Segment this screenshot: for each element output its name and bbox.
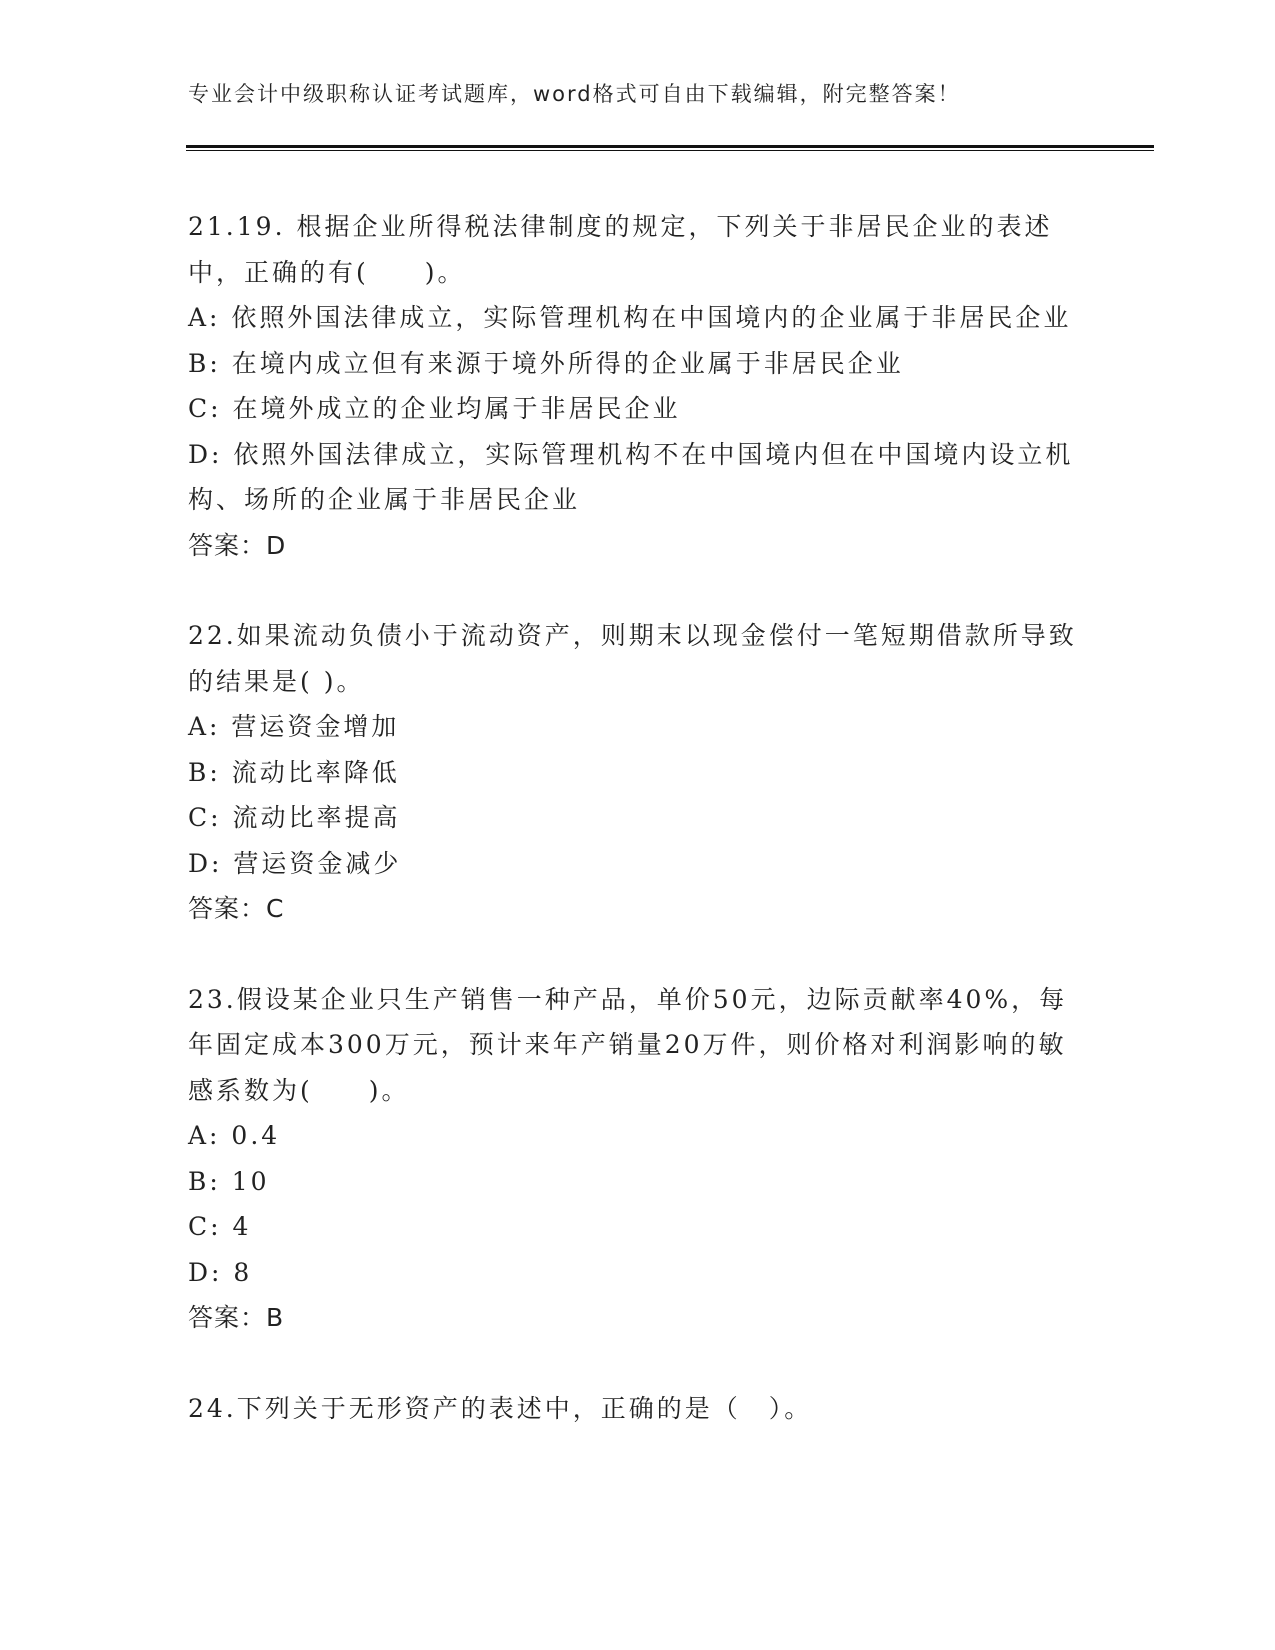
question-22: [188, 613, 1078, 932]
option-a: A: 营运资金增加: [188, 712, 400, 741]
question-list: [188, 204, 1078, 1476]
question-stem: 21.19. 根据企业所得税法律制度的规定，下列关于非居民企业的表述中，正确的有( )。: [188, 212, 1053, 287]
option-b: B: 在境内成立但有来源于境外所得的企业属于非居民企业: [188, 348, 904, 378]
option-d: D: 8: [188, 1257, 253, 1287]
option-a: A: 0.4: [188, 1121, 281, 1150]
answer-line: 答案：C: [188, 894, 285, 923]
option-c: C: 4: [188, 1212, 252, 1241]
question-stem: 24.下列关于无形资产的表述中，正确的是（ ）。: [188, 1393, 813, 1423]
option-b: B: 流动比率降低: [188, 757, 400, 787]
option-d: D: 营运资金减少: [188, 848, 402, 878]
question-23: [188, 977, 1078, 1341]
answer-line: 答案：B: [188, 1303, 285, 1332]
option-a: A: 依照外国法律成立，实际管理机构在中国境内的企业属于非居民企业: [188, 303, 1072, 332]
question-21: [188, 204, 1078, 568]
option-b: B: 10: [188, 1166, 270, 1196]
option-c: C: 流动比率提高: [188, 803, 401, 832]
option-d: D: 依照外国法律成立，实际管理机构不在中国境内但在中国境内设立机构、场所的企业属于非居民企业: [188, 439, 1074, 514]
question-stem: 23.假设某企业只生产销售一种产品，单价50元，边际贡献率40%，每年固定成本300万元，预计来年产销量20万件，则价格对利润影响的敏感系数为( )。: [188, 984, 1068, 1105]
question-stem: 22.如果流动负债小于流动资产，则期末以现金偿付一笔短期借款所导致的结果是( )。: [188, 621, 1077, 696]
document-header: 专业会计中级职称认证考试题库，word格式可自由下载编辑，附完整答案！: [188, 82, 961, 106]
answer-line: 答案：D: [188, 530, 287, 560]
header-divider-thick: [186, 145, 1154, 148]
header-divider-thin: [186, 150, 1154, 151]
option-c: C: 在境外成立的企业均属于非居民企业: [188, 394, 681, 423]
question-24: [188, 1386, 1078, 1432]
